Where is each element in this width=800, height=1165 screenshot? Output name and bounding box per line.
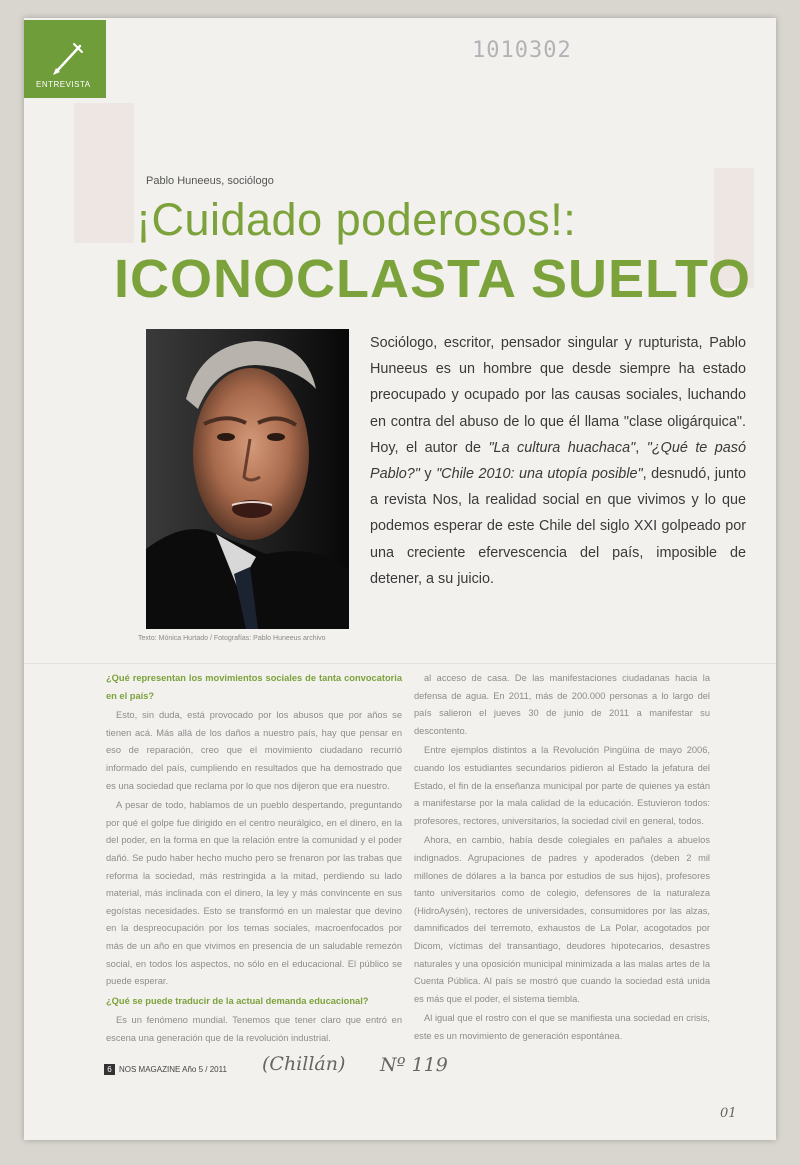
page-number: 6: [104, 1064, 115, 1075]
body-paragraph: al acceso de casa. De las manifestaciones ciudadanas hacia la defensa de agua. En 2011, más de 200.000 personas a lo largo del país salieron el jueves 30 de junio de 2011 a manifestar su descontento.: [414, 673, 710, 736]
intro-separator: y: [419, 466, 437, 483]
question-heading: ¿Qué representan los movimientos sociales de tanta convocatoria en el país?: [106, 673, 402, 701]
handwritten-issue: Nº 119: [380, 1054, 448, 1076]
headline-line-2: ICONOCLASTA SUELTO: [114, 249, 751, 309]
pen-icon: [48, 38, 88, 78]
fold-line: [24, 663, 776, 664]
body-paragraph: Entre ejemplos distintos a la Revolución Pingüina de mayo 2006, cuando los estudiantes secundarios pidieron al Estado la jefatura del Estado, el fin de la enseñanza municipal por parte de quienes ya están a manifestarse por la mala calidad de la educación. Estuvieron todos: profesores, rectores, universitarios, la sociedad civil en general, todos.: [414, 745, 710, 826]
intro-text: , desnudó, junto a revista Nos, la realidad social en que vivimos y lo que podemos esperar de este Chile del siglo XXI golpeado por una creciente efervescencia del país, imposible de detener, a su juicio.: [370, 466, 746, 587]
book-title: "La cultura huachaca": [488, 439, 636, 456]
intro-text: Sociólogo, escritor, pensador singular y rupturista, Pablo Huneeus es un hombre que desde siempre ha estado preocupado y ocupado por las causas sociales, luchando en contra del abuso de lo que él llama "clase oligárquica". Hoy, el autor de: [370, 335, 746, 456]
book-title: "¿Qué te pasó Pablo?": [370, 439, 746, 483]
answer-paragraph: Es un fenómeno mundial. Tenemos que tener claro que entró en escena una generación que de la revolución industrial.: [106, 1015, 402, 1043]
scanned-page: [24, 18, 776, 1140]
book-title: "Chile 2010: una utopía posible": [436, 466, 643, 483]
article-column-left: [106, 670, 402, 1049]
section-label: ENTREVISTA: [36, 80, 91, 89]
bleed-through: [74, 103, 134, 243]
photo-caption: Texto: Mónica Hurtado / Fotografías: Pablo Huneeus archivo: [138, 635, 326, 642]
intro-separator: ,: [635, 439, 647, 456]
question-heading: ¿Qué se puede traducir de la actual demanda educacional?: [106, 995, 369, 1006]
magazine-name: NOS MAGAZINE Año 5 / 2011: [119, 1065, 227, 1074]
kicker: Pablo Huneeus, sociólogo: [146, 175, 274, 187]
handwritten-city: (Chillán): [262, 1053, 346, 1075]
handwritten-corner-note: 01: [720, 1106, 737, 1121]
body-paragraph: Ahora, en cambio, había desde colegiales en pañales a abuelos indignados. Agrupaciones de padres y apoderados (deben 2 mil millones de dólares a la banca por estudios de sus hijos), profesores tanto universitarios como de colegio, defensores de la naturaleza (HidroAysén), rectores de universidades, consumidores por las alzas, damnificados del terremoto, exhaustos de La Polar, acogotados por Dicom, víctimas del transantiago, deudores hipotecarios, desastres naturales y una oposición municipal minimizada a las malas artes de la Cuenta Pública. Al país se mostró que cuando la sociedad está unida es más que el poder, el sistema tiembla.: [414, 835, 710, 1004]
article-column-right: [414, 670, 710, 1047]
section-badge: [24, 20, 106, 98]
headline-line-1: ¡Cuidado poderosos!:: [136, 194, 577, 245]
answer-paragraph: Esto, sin duda, está provocado por los abusos que por años se tienen acá. Más allá de los daños a nuestro país, hay que pensar en eso de reparación, creo que el movimiento ciudadano recurrió informado del país, cumpliendo en resultados que ha demostrado que es una sociedad que reclama por lo que nos dijeron que era nuestro.: [106, 710, 402, 791]
portrait-photo: [146, 329, 349, 629]
page-footer: [104, 1064, 227, 1075]
portrait-illustration: [146, 329, 349, 629]
archive-stamp: 1010302: [472, 38, 572, 63]
intro-paragraph: [370, 330, 746, 592]
answer-paragraph: A pesar de todo, hablamos de un pueblo despertando, preguntando por qué el golpe fue dirigido en el centro neurálgico, en el dinero, en la del poder, en la forma en que la relación entre la comunidad y el poder dañó. Se pudo haber hecho mucho pero se frenaron por las trabas que reforma la sociedad, más restringida a la mitad, perdiendo su lado material, más inclinada con el dinero, la ley y más convincente en sus egoístas necesidades. Esto se transformó en un malestar que devino en la despreocupación por los temas sociales, macroenfocados por más de un año en que vivimos en presencia de un saludable remezón social, en todos los aspectos, no sólo en el educacional. El público se puede esperar.: [106, 800, 402, 987]
body-paragraph: Al igual que el rostro con el que se manifiesta una sociedad en crisis, este es un movimiento de generación espontánea.: [414, 1013, 710, 1041]
